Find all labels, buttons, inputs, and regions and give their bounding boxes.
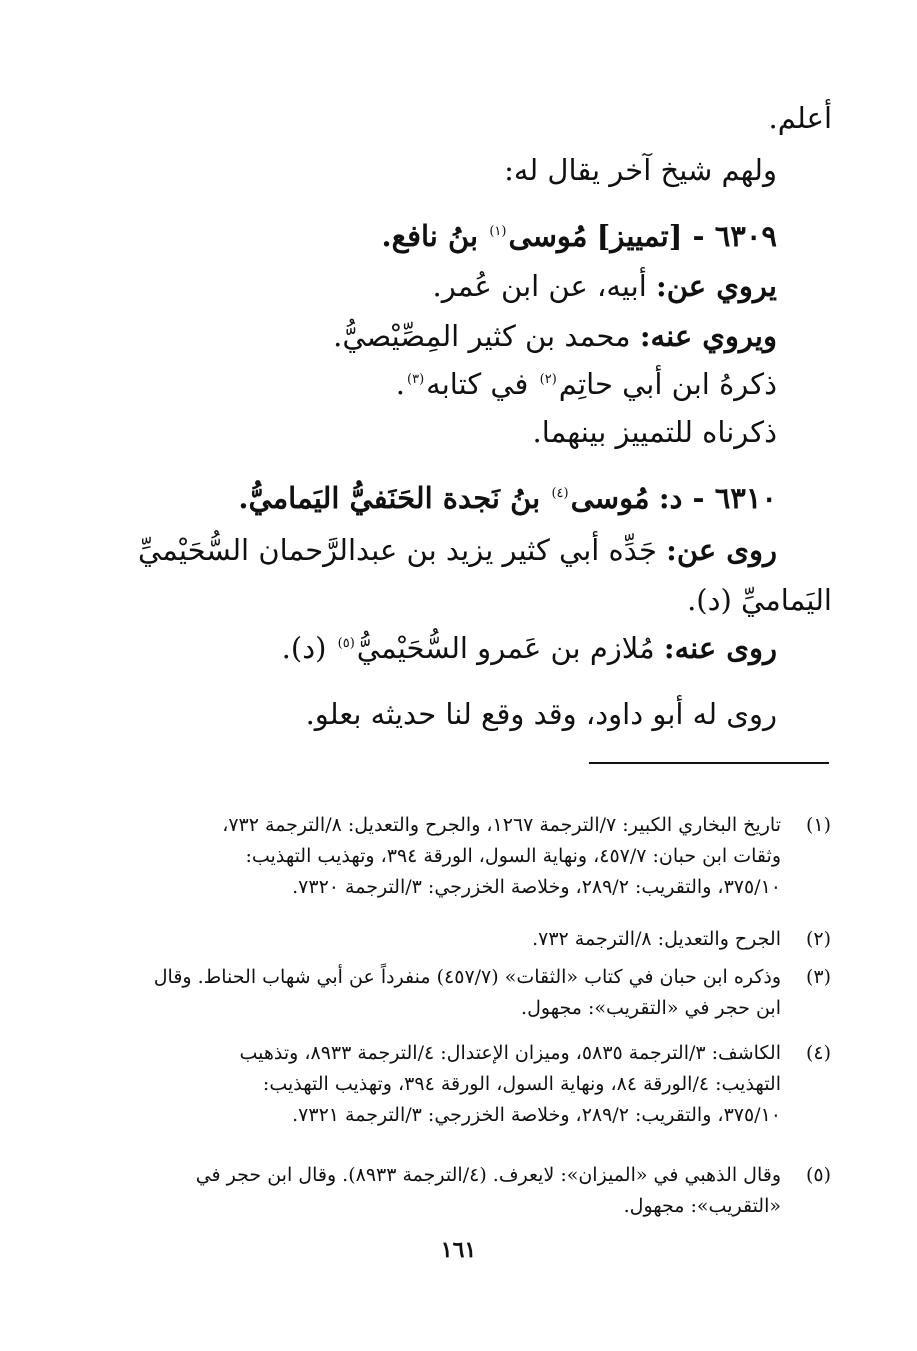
- narrated-by-text: مُلازم بن عَمرو السُّحَيْميُّ: [356, 631, 655, 665]
- main-line-2: [60, 150, 777, 190]
- footnote-text: [92, 1160, 781, 1222]
- entry-6310-heading: [60, 478, 777, 518]
- footnote-ref: (٣): [407, 372, 425, 388]
- footnote-ref: (١): [489, 224, 507, 240]
- narrates-from-text: أبيه، عن ابن عُمر.: [432, 269, 647, 303]
- footnote-separator: [589, 762, 829, 764]
- narrated-by-label: روى عنه:: [663, 631, 777, 665]
- footnote-number: (٤): [805, 1042, 831, 1064]
- footnote-text: [92, 962, 781, 1024]
- mention-line: [60, 364, 777, 404]
- narrated-by-label: ويروي عنه:: [639, 319, 777, 353]
- intro-text: ولهم شيخ آخر يقال له:: [504, 153, 777, 187]
- entry-name-rest: بنُ نافع.: [381, 219, 479, 253]
- footnote-number: (١): [805, 814, 831, 836]
- page-number: ١٦١: [440, 1237, 477, 1263]
- entry-name-rest: بنُ نَجدة الحَنَفيُّ اليَماميُّ.: [238, 481, 541, 515]
- footnote-ref: (٥): [337, 636, 355, 652]
- footnote-1: [92, 810, 829, 903]
- narrated-from-label: روى عن:: [666, 533, 777, 567]
- footnote-text: [92, 1038, 781, 1131]
- footnote-4: [92, 1038, 829, 1131]
- closing-line: [60, 694, 777, 734]
- closing-text: روى له أبو داود، وقد وقع لنا حديثه بعلو.: [305, 697, 777, 731]
- footnote-line: «التقريب»: مجهول.: [623, 1195, 781, 1217]
- narrates-from-line: [60, 266, 777, 306]
- continuation-text: أعلم.: [768, 101, 832, 135]
- footnote-line: ابن حجر في «التقريب»: مجهول.: [521, 997, 781, 1019]
- footnote-ref: (٢): [539, 372, 557, 388]
- footnote-text: [92, 924, 781, 955]
- footnote-number: (٢): [805, 928, 831, 950]
- footnote-line: وذكره ابن حبان في كتاب «الثقات» (٤٥٧/٧) منفرداً عن أبي شهاب الحناط. وقال: [153, 966, 781, 988]
- entry-name: مُوسى: [570, 481, 650, 515]
- footnote-ref: (٤): [551, 486, 569, 502]
- footnote-number: (٥): [805, 1164, 831, 1186]
- narrates-from-label: يروي عن:: [656, 269, 777, 303]
- mention-text-a: ذكرهُ ابن أبي حاتِم: [558, 367, 777, 401]
- narrated-by-text-b: (د).: [281, 631, 327, 665]
- footnote-text: [92, 810, 781, 903]
- entry-6309-heading: [60, 216, 777, 256]
- narrated-by-line-2: [60, 628, 777, 668]
- footnote-line: التهذيب: ٤/الورقة ٨٤، ونهاية السول، الورقة ٣٩٤، وتهذيب التهذيب:: [262, 1073, 781, 1095]
- footnote-line: تاريخ البخاري الكبير: ٧/الترجمة ١٢٦٧، والجرح والتعديل: ٨/الترجمة ٧٣٢،: [222, 814, 781, 836]
- narrated-from-text-cont: اليَماميِّ (د).: [687, 583, 832, 617]
- mention-text-c: .: [395, 367, 406, 401]
- distinction-text: ذكرناه للتمييز بينهما.: [532, 415, 777, 449]
- entry-name: مُوسى: [508, 219, 588, 253]
- narrated-from-line: [60, 530, 777, 570]
- entry-number-tag: ٦٣١٠ - د:: [658, 481, 777, 515]
- narrated-from-text: جَدِّه أبي كثير يزيد بن عبدالرَّحمان السُّحَيْميِّ: [137, 533, 657, 567]
- entry-number-tag: ٦٣٠٩ - [تمييز]: [596, 219, 777, 253]
- footnote-line: الجرح والتعديل: ٨/الترجمة ٧٣٢.: [532, 928, 781, 950]
- narrated-by-line: [60, 316, 777, 356]
- footnote-line: الكاشف: ٣/الترجمة ٥٨٣٥، وميزان الإعتدال: ٤/الترجمة ٨٩٣٣، وتذهيب: [239, 1042, 781, 1064]
- footnote-line: وقال الذهبي في «الميزان»: لايعرف. (٤/الترجمة ٨٩٣٣). وقال ابن حجر في: [195, 1164, 781, 1186]
- mention-text-b: في كتابه: [426, 367, 529, 401]
- footnote-number: (٣): [805, 966, 831, 988]
- main-line-1: [60, 98, 832, 138]
- footnote-5: [92, 1160, 829, 1222]
- footnote-line: وثقات ابن حبان: ٤٥٧/٧، ونهاية السول، الورقة ٣٩٤، وتهذيب التهذيب:: [245, 845, 781, 867]
- distinction-line: [60, 412, 777, 452]
- footnote-line: ٣٧٥/١٠، والتقريب: ٢٨٩/٢، وخلاصة الخزرجي: ٣/الترجمة ٧٣٢٠.: [292, 876, 781, 898]
- narrated-from-line-cont: [60, 580, 832, 620]
- footnote-line: ٣٧٥/١٠، والتقريب: ٢٨٩/٢، وخلاصة الخزرجي: ٣/الترجمة ٧٣٢١.: [292, 1104, 781, 1126]
- footnote-2: [92, 924, 829, 955]
- narrated-by-text: محمد بن كثير المِصِّيْصيُّ.: [333, 319, 631, 353]
- footnote-3: [92, 962, 829, 1024]
